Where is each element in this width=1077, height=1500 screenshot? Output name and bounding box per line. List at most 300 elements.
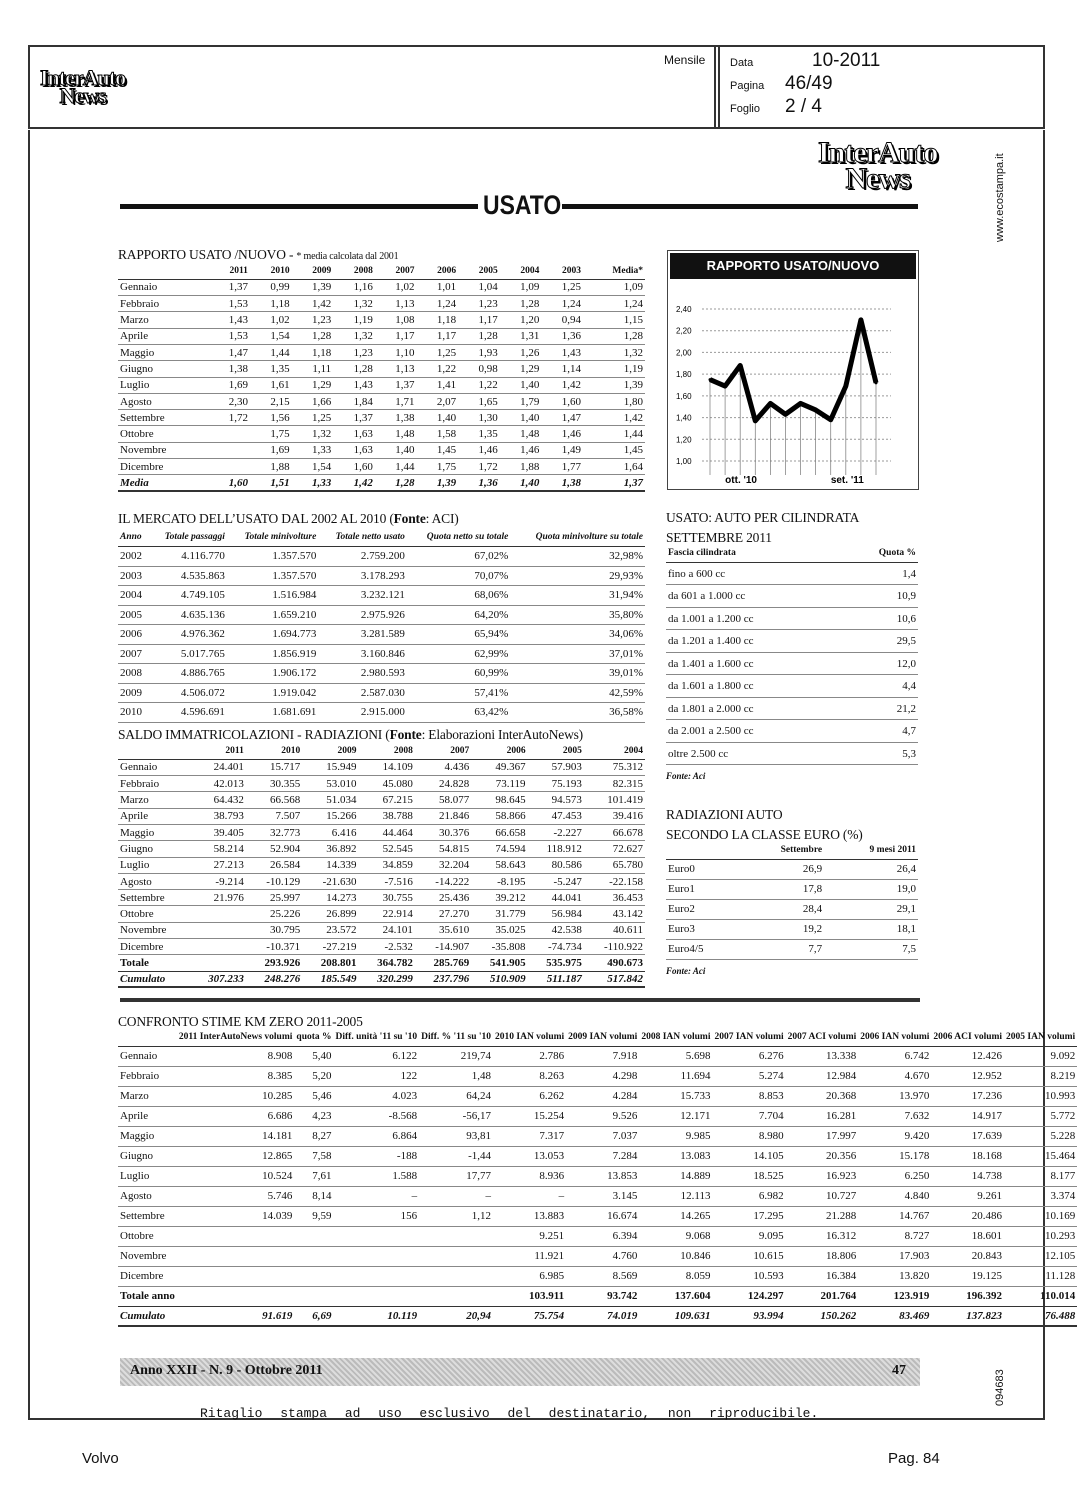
column-header: Diff. % '11 su '10 [419, 1030, 493, 1046]
table-cell: 9.420 [858, 1126, 931, 1146]
header-row [666, 546, 918, 562]
cumulative-cell: 237.796 [415, 971, 471, 987]
table-cell: oltre 2.500 cc [666, 742, 839, 765]
table-row [118, 1266, 1077, 1286]
total-cell: 208.801 [302, 955, 358, 971]
table-cell: Aprile [118, 1106, 177, 1126]
series-line [710, 320, 876, 421]
table-cell: 1,61 [250, 377, 292, 393]
radiazioni-title: RADIAZIONI AUTO [666, 807, 783, 822]
table-cell: 53.010 [302, 776, 358, 792]
table-cell: Febbraio [118, 296, 208, 312]
table-cell: 43.142 [584, 906, 645, 922]
table-cell: 1,02 [375, 279, 417, 295]
table-cell: 16.674 [566, 1206, 639, 1226]
saldo-title: SALDO IMMATRICOLAZIONI - RADIAZIONI ( [118, 727, 390, 742]
column-header: 2011 [190, 743, 246, 759]
table-cell: 29,5 [839, 630, 918, 653]
fonte-label: Fonte [393, 511, 426, 526]
table-cell: 40.611 [584, 922, 645, 938]
table-cell: 7.507 [246, 808, 302, 824]
foglio-label: Foglio [730, 103, 760, 115]
table-cell: 1.357.570 [227, 547, 318, 567]
table-cell: 15.717 [246, 759, 302, 775]
table-row [666, 939, 918, 959]
clipping-notice: Ritaglio stampa ad uso esclusivo del destinatario, non riproducibile. [200, 1406, 819, 1421]
table-cell: 14.889 [639, 1166, 712, 1186]
table-cell [177, 1246, 294, 1266]
table-cell: 65,94% [407, 625, 510, 645]
column-header: 2008 [333, 263, 375, 279]
table-row [118, 703, 645, 723]
table-cell: 66.678 [584, 824, 645, 840]
mercato-table [118, 527, 645, 723]
table-cell: Maggio [118, 824, 190, 840]
table-cell: 10.524 [177, 1166, 294, 1186]
table-row [666, 585, 918, 608]
table-cell: 1,20 [500, 312, 542, 328]
cilindrata-title: USATO: AUTO PER CILINDRATA [666, 510, 860, 525]
table-cell: da 1.201 a 1.400 cc [666, 630, 839, 653]
column-header: Fascia cilindrata [666, 546, 839, 562]
table-cell: 6.864 [334, 1126, 420, 1146]
table-cell: 49.367 [471, 759, 527, 775]
cumulative-cell: 510.909 [471, 971, 527, 987]
table-row [118, 890, 645, 906]
table-row [666, 919, 918, 939]
table-cell: 2.980.593 [318, 664, 407, 684]
table-cell: 9.985 [639, 1126, 712, 1146]
table-row [666, 630, 918, 653]
table-cell: -14.907 [415, 939, 471, 955]
table-cell: 37,01% [510, 644, 645, 664]
table-cell: 38.793 [190, 808, 246, 824]
table-cell: Ottobre [118, 426, 208, 442]
table-cell [208, 426, 250, 442]
table-row [118, 442, 645, 458]
table-cell: 4.840 [858, 1186, 931, 1206]
total-cell: Totale [118, 955, 190, 971]
rapporto-chart [667, 250, 919, 490]
total-cell: 541.905 [471, 955, 527, 971]
cumulative-cell: Cumulato [118, 1306, 177, 1326]
table-cell: Febbraio [118, 776, 190, 792]
table-row [118, 296, 645, 312]
cumulative-cell: Media [118, 475, 208, 491]
cumulative-cell: 1,33 [292, 475, 334, 491]
total-cell: 137.604 [639, 1286, 712, 1306]
table-cell: 1,45 [416, 442, 458, 458]
table-cell: -2.532 [359, 939, 415, 955]
table-cell: 7,61 [294, 1166, 333, 1186]
table-cell: 52.545 [359, 841, 415, 857]
table-cell: 1,01 [416, 279, 458, 295]
table-cell: 9.261 [931, 1186, 1004, 1206]
table-cell: 1,32 [333, 328, 375, 344]
table-cell: 73.119 [471, 776, 527, 792]
table-cell: 1,44 [375, 459, 417, 475]
table-cell: 64.432 [190, 792, 246, 808]
table-cell: 18.525 [712, 1166, 785, 1186]
data-point [739, 364, 742, 367]
cumulative-cell: 511.187 [528, 971, 584, 987]
table-cell: 1,32 [583, 344, 645, 360]
table-cell: 1,25 [416, 344, 458, 360]
table-cell: 1,33 [292, 442, 334, 458]
table-cell: 1,42 [541, 377, 583, 393]
table-cell: 2.786 [493, 1046, 566, 1066]
table-cell [208, 459, 250, 475]
table-cell: 1,72 [208, 410, 250, 426]
table-cell: 8.263 [493, 1066, 566, 1086]
table-cell: 1,38 [375, 410, 417, 426]
table-cell: 14.273 [302, 890, 358, 906]
column-header: Totale netto usato [318, 527, 407, 547]
table-cell: -1,44 [419, 1146, 493, 1166]
total-cell [294, 1286, 333, 1306]
table-cell: 1,29 [292, 377, 334, 393]
table-cell: Settembre [118, 410, 208, 426]
table-cell: 1,32 [292, 426, 334, 442]
table-cell: 10,6 [839, 607, 918, 630]
table-cell: 1,22 [458, 377, 500, 393]
table-row [666, 859, 918, 879]
table-cell: 2.915.000 [318, 703, 407, 723]
table-cell: 5,40 [294, 1046, 333, 1066]
table-cell: 12.105 [1004, 1246, 1077, 1266]
table-cell: 66.568 [246, 792, 302, 808]
table-cell: 1,79 [500, 393, 542, 409]
column-header: Settembre [739, 843, 824, 859]
table-cell: Euro1 [666, 879, 739, 899]
data-point [844, 385, 847, 388]
table-cell: 9.526 [566, 1106, 639, 1126]
cumulative-cell: 185.549 [302, 971, 358, 987]
table-cell: 24.828 [415, 776, 471, 792]
table-cell [294, 1246, 333, 1266]
table-cell: 9.251 [493, 1226, 566, 1246]
table-cell: 82.315 [584, 776, 645, 792]
table-cell: 42.538 [528, 922, 584, 938]
table-cell: 8.385 [177, 1066, 294, 1086]
table-cell: 12.984 [786, 1066, 859, 1086]
cumulative-cell: 93.994 [712, 1306, 785, 1326]
table-cell: 1,48 [419, 1066, 493, 1086]
table-cell: -10.129 [246, 873, 302, 889]
table-cell: 6.276 [712, 1046, 785, 1066]
column-header: Totale minivolture [227, 527, 318, 547]
table-cell: 5.698 [639, 1046, 712, 1066]
table-row [118, 279, 645, 295]
table-cell: 1,46 [500, 442, 542, 458]
table-cell: 4.535.863 [149, 566, 226, 586]
cilindrata-source: Fonte: Aci [666, 771, 706, 782]
clipping-page: Pag. 84 [888, 1450, 940, 1467]
table-cell: Agosto [118, 873, 190, 889]
table-cell: 4.886.765 [149, 664, 226, 684]
table-cell: 1.681.691 [227, 703, 318, 723]
cumulative-cell: 20,94 [419, 1306, 493, 1326]
table-cell: 39.416 [584, 808, 645, 824]
table-row [666, 899, 918, 919]
table-cell: 1,23 [333, 344, 375, 360]
table-cell [177, 1226, 294, 1246]
table-cell: 17.639 [931, 1126, 1004, 1146]
table-cell: 1,84 [333, 393, 375, 409]
table-cell: 1,28 [292, 328, 334, 344]
x-tick-label: set. '11 [830, 475, 864, 486]
table-cell: 2,30 [208, 393, 250, 409]
radiazioni-subtitle: SECONDO LA CLASSE EURO (%) [666, 827, 863, 842]
table-cell: 7.037 [566, 1126, 639, 1146]
table-cell: 1,63 [333, 442, 375, 458]
table-row [666, 742, 918, 765]
table-cell: 24.101 [359, 922, 415, 938]
interautonews-logo: InterAuto News [818, 136, 938, 195]
data-point [859, 318, 862, 321]
table-cell: 1,54 [292, 459, 334, 475]
table-cell: 36.453 [584, 890, 645, 906]
table-cell: -188 [334, 1146, 420, 1166]
table-cell: 5.772 [1004, 1106, 1077, 1126]
column-header: 2007 [415, 743, 471, 759]
table-cell: 156 [334, 1206, 420, 1226]
table-cell: 1,30 [458, 410, 500, 426]
table-cell: 22.914 [359, 906, 415, 922]
table-cell: 1,88 [250, 459, 292, 475]
table-cell: 56.984 [528, 906, 584, 922]
table-cell [208, 442, 250, 458]
table-row [118, 1146, 1077, 1166]
table-cell: 1,24 [416, 296, 458, 312]
table-cell: 118.912 [528, 841, 584, 857]
table-cell: 7.317 [493, 1126, 566, 1146]
total-cell: 535.975 [528, 955, 584, 971]
cumulative-cell: 517.842 [584, 971, 645, 987]
cumulative-row [118, 475, 645, 491]
table-cell: 2,07 [416, 393, 458, 409]
table-cell: 19,0 [824, 879, 918, 899]
table-cell: 1,32 [333, 296, 375, 312]
table-cell: 1,38 [208, 361, 250, 377]
table-cell: 29,1 [824, 899, 918, 919]
table-cell: 1,23 [292, 312, 334, 328]
table-cell: 19,2 [739, 919, 824, 939]
table-cell: 1,40 [416, 410, 458, 426]
table-cell: 2,15 [250, 393, 292, 409]
total-cell: 490.673 [584, 955, 645, 971]
table-cell: 20.368 [786, 1086, 859, 1106]
table-cell: 1,65 [458, 393, 500, 409]
table-cell: 1,45 [583, 442, 645, 458]
cumulative-cell: 76.488 [1004, 1306, 1077, 1326]
column-header: 2009 [302, 743, 358, 759]
table-cell: 26,4 [824, 859, 918, 879]
y-tick-label: 2,00 [676, 348, 692, 358]
table-cell: 25.436 [415, 890, 471, 906]
table-cell: 75.193 [528, 776, 584, 792]
table-row [666, 675, 918, 698]
table-cell: 67,02% [407, 547, 510, 567]
table-cell: 1,53 [208, 328, 250, 344]
table-row [666, 607, 918, 630]
table-row [118, 566, 645, 586]
table-cell: 13.083 [639, 1146, 712, 1166]
table-cell: 16.281 [786, 1106, 859, 1126]
column-header: quota % [294, 1030, 333, 1046]
table-cell: 1,47 [541, 410, 583, 426]
cumulative-cell: 137.823 [931, 1306, 1004, 1326]
table-row [118, 328, 645, 344]
table-cell: 1,19 [333, 312, 375, 328]
saldo-table [118, 743, 645, 988]
table-cell: 36.892 [302, 841, 358, 857]
table-cell: 4.116.770 [149, 547, 226, 567]
table-cell: 4.506.072 [149, 683, 226, 703]
table-cell: 20.843 [931, 1246, 1004, 1266]
table-cell: 54.815 [415, 841, 471, 857]
clipping-header [28, 45, 1045, 129]
table-cell: 11.128 [1004, 1266, 1077, 1286]
table-cell: 58.214 [190, 841, 246, 857]
table-cell: 1,18 [416, 312, 458, 328]
y-tick-label: 1,80 [676, 370, 692, 380]
total-cell: 293.926 [246, 955, 302, 971]
table-cell: 94.573 [528, 792, 584, 808]
table-cell: 7.632 [858, 1106, 931, 1126]
table-cell: 47.453 [528, 808, 584, 824]
column-header: Media* [583, 263, 645, 279]
table-cell: 1.588 [334, 1166, 420, 1186]
table-cell: 122 [334, 1066, 420, 1086]
radiazioni-section [666, 807, 918, 976]
table-cell: 10.615 [712, 1246, 785, 1266]
table-cell: 60,99% [407, 664, 510, 684]
table-cell: 14.917 [931, 1106, 1004, 1126]
table-cell: 1,24 [541, 296, 583, 312]
table-cell: 3.374 [1004, 1186, 1077, 1206]
table-cell: 1,71 [375, 393, 417, 409]
table-cell: 1,31 [500, 328, 542, 344]
y-tick-label: 1,40 [676, 413, 692, 423]
total-row [118, 1286, 1077, 1306]
saldo-source: : Elaborazioni InterAutoNews) [421, 727, 583, 742]
table-cell: 35,80% [510, 605, 645, 625]
issue-label: Anno XXII - N. 9 - Ottobre 2011 [130, 1363, 323, 1378]
table-cell: 15.254 [493, 1106, 566, 1126]
table-cell: 1,18 [250, 296, 292, 312]
table-cell: – [419, 1186, 493, 1206]
table-cell: 12.426 [931, 1046, 1004, 1066]
table-row [118, 841, 645, 857]
table-cell: 1.516.984 [227, 586, 318, 606]
table-cell: -10.371 [246, 939, 302, 955]
table-cell: 1,49 [541, 442, 583, 458]
table-row [118, 625, 645, 645]
table-row [666, 697, 918, 720]
table-cell: 8.727 [858, 1226, 931, 1246]
table-cell: 2.587.030 [318, 683, 407, 703]
column-header: 2010 [250, 263, 292, 279]
table-row [118, 906, 645, 922]
table-cell: 1,88 [500, 459, 542, 475]
table-cell: Settembre [118, 890, 190, 906]
table-cell: 1,53 [208, 296, 250, 312]
table-cell: -7.516 [359, 873, 415, 889]
table-cell: 1,10 [375, 344, 417, 360]
table-cell: 1,15 [583, 312, 645, 328]
table-cell: 8.908 [177, 1046, 294, 1066]
table-cell: 7.918 [566, 1046, 639, 1066]
table-cell: Marzo [118, 312, 208, 328]
column-header: 2011 [208, 263, 250, 279]
mercato-source: : ACI) [425, 511, 459, 526]
table-cell: Ottobre [118, 906, 190, 922]
table-cell: 1,75 [416, 459, 458, 475]
table-cell: Novembre [118, 1246, 177, 1266]
table-row [118, 1086, 1077, 1106]
issue-band [120, 1358, 920, 1386]
table-cell: 36,58% [510, 703, 645, 723]
cumulative-cell: 6,69 [294, 1306, 333, 1326]
table-cell: 1,08 [375, 312, 417, 328]
column-header: 2005 [458, 263, 500, 279]
table-cell: 1,44 [583, 426, 645, 442]
table-row [118, 410, 645, 426]
cumulative-cell: 1,28 [375, 475, 417, 491]
column-header: 2011 InterAutoNews volumi [177, 1030, 294, 1046]
table-cell: 1,28 [500, 296, 542, 312]
y-tick-label: 1,00 [676, 457, 692, 466]
table-cell: Gennaio [118, 1046, 177, 1066]
table-cell: Dicembre [118, 939, 190, 955]
table-cell: 1.659.210 [227, 605, 318, 625]
table-cell: 1,19 [583, 361, 645, 377]
cumulative-cell: 1,36 [458, 475, 500, 491]
table-cell: 1,64 [583, 459, 645, 475]
rapporto-table [118, 263, 645, 492]
table-cell: da 1.001 a 1.200 cc [666, 607, 839, 630]
header-row [118, 1030, 1077, 1046]
cumulative-cell: 91.619 [177, 1306, 294, 1326]
foglio-value: 2 / 4 [785, 96, 822, 117]
table-cell: Agosto [118, 1186, 177, 1206]
table-cell: 13.338 [786, 1046, 859, 1066]
table-cell: 15.178 [858, 1146, 931, 1166]
radiazioni-table [666, 843, 918, 960]
table-cell: 18.168 [931, 1146, 1004, 1166]
table-row [118, 1246, 1077, 1266]
table-cell: 15.949 [302, 759, 358, 775]
table-cell: 6.686 [177, 1106, 294, 1126]
table-cell: 1,37 [375, 377, 417, 393]
total-cell: Totale anno [118, 1286, 177, 1306]
table-cell: 1,66 [292, 393, 334, 409]
table-cell: 4.749.105 [149, 586, 226, 606]
total-cell: 110.014 [1004, 1286, 1077, 1306]
table-cell: 1,25 [541, 279, 583, 295]
chart-svg [668, 281, 918, 491]
table-cell: 5.228 [1004, 1126, 1077, 1146]
table-cell: 4,4 [839, 675, 918, 698]
table-cell: -35.808 [471, 939, 527, 955]
total-cell [419, 1286, 493, 1306]
section-divider [120, 998, 920, 1002]
table-cell: 5.746 [177, 1186, 294, 1206]
table-cell: 6.250 [858, 1166, 931, 1186]
table-row [118, 393, 645, 409]
column-header: 2006 [471, 743, 527, 759]
